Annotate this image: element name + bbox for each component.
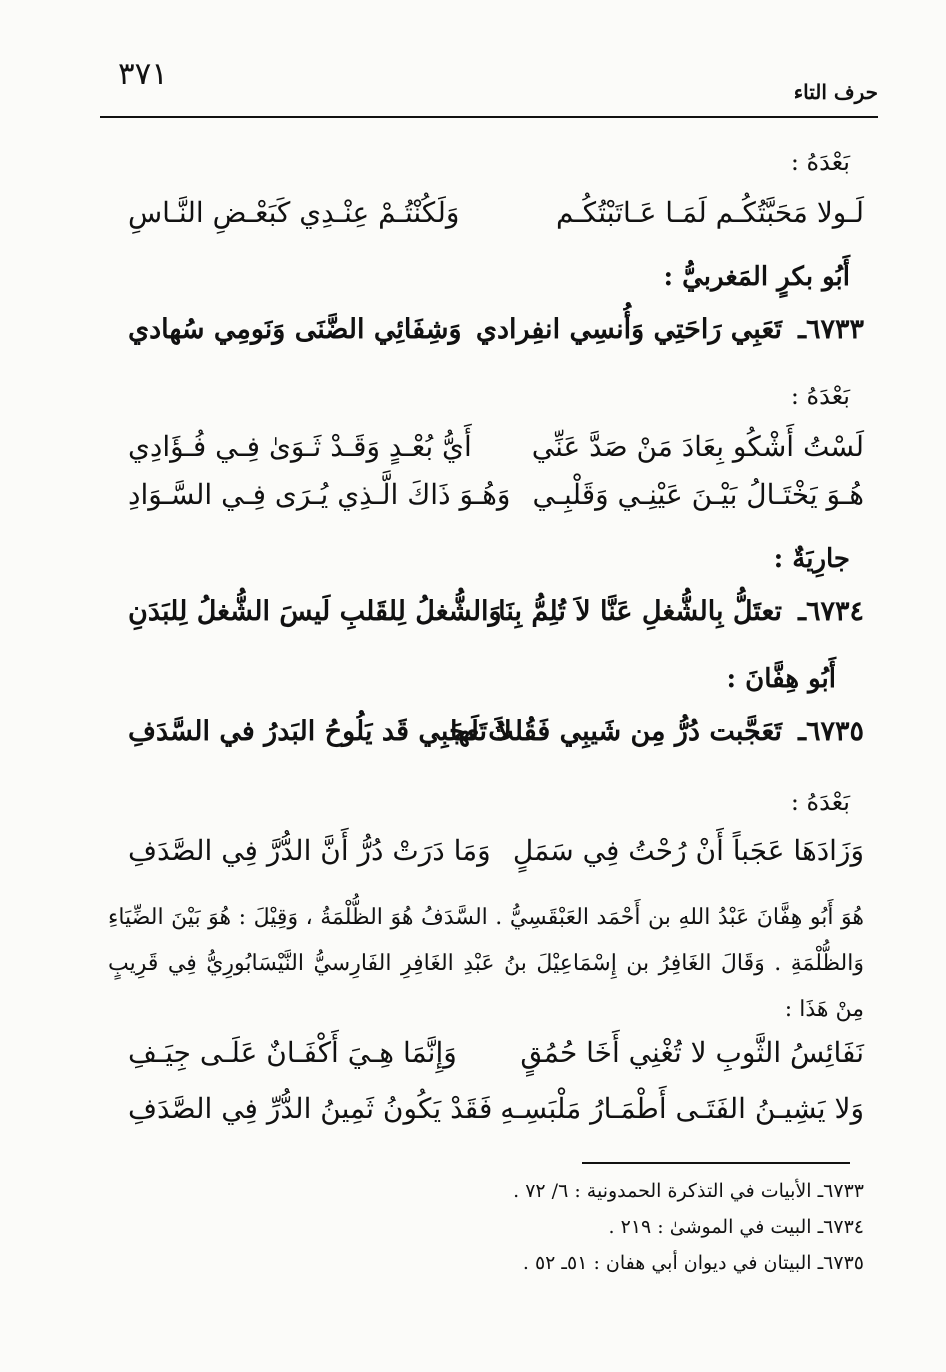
verse-second-hemistich: وَهُـوَ ذَاكَ الَّـذِي يُـرَى فِـي السَّـوَادِ: [128, 478, 511, 511]
footnote: ٦٧٣٣ـ الأبيات في التذكرة الحمدونية : ٦/ ٧٢ .: [513, 1180, 864, 1202]
verse-second-hemistich: وَالشُّغلُ لِلقَلبِ لَيسَ الشُّغلُ لِلبَدَنِ: [128, 596, 502, 627]
verse-line: [110, 596, 864, 642]
verse-line: [110, 196, 864, 242]
poet-label: أَبُو هِفَّانَ :: [726, 664, 836, 694]
footnote: ٦٧٣٥ـ البيتان في ديوان أبي هفان : ٥١ـ ٥٢ .: [522, 1252, 864, 1274]
verse-number: ٦٧٣٥ـ: [798, 716, 864, 747]
verse-second-hemistich: فَقَدْ يَكُونُ ثَمِينُ الدُّرِّ فِي الصَّدَفِ: [128, 1092, 493, 1125]
verse-second-hemistich: أَيُّ بُعْـدٍ وَقَـدْ ثَـوَىٰ فِـي فُـؤَادِي: [128, 430, 472, 463]
verse-second-hemistich: وَشِفَائِي الضَّنَى وَنَومِي سُهادي: [128, 314, 462, 345]
verse-line: [110, 716, 864, 762]
section-label: بَعْدَهُ :: [790, 788, 850, 816]
verse-line: [110, 1092, 864, 1138]
verse-line: [110, 834, 864, 880]
verse-first-hemistich: تعتَلُّ بِالشُّغلِ عَنَّا لاَ تُلِمُّ بِنَا: [498, 596, 782, 627]
commentary-paragraph: هُوَ أَبُو هِفَّانَ عَبْدُ اللهِ بن أَحْمَد العَبْقَسِيُّ . السَّدَفُ هُوَ الظُّلْمَةُ ، وَقِيْلَ : هُوَ بَيْنَ الضِّيَاءِ وَالظُّلْمَةِ . وَقَالَ الغَافِرُ بن إِسْمَاعِيْلَ بنُ عَبْدِ الغَافِرِ الفَارِسيُّ النَّيْسَابُورِيُّ فِي قَرِيبٍ مِنْ هَذَا :: [108, 905, 864, 1022]
poet-label: أَبُو بكرٍ المَغربيُّ :: [663, 262, 850, 292]
verse-line: [110, 1036, 864, 1082]
verse-first-hemistich: هُـوَ يَخْتَـالُ بَيْـنَ عَيْنِـي وَقَلْبِـي: [532, 478, 864, 511]
verse-line: [110, 478, 864, 524]
verse-second-hemistich: لاَ تَعجَبِي قَد يَلُوحُ البَدرُ في السَّدَفِ: [128, 716, 512, 747]
footnote: ٦٧٣٤ـ البيت في الموشىٰ : ٢١٩ .: [608, 1216, 864, 1238]
verse-second-hemistich: وَمَا دَرَتْ دُرُّ أَنَّ الدُّرَّ فِي الصَّدَفِ: [128, 834, 491, 867]
verse-second-hemistich: وَلَكُنْتُـمْ عِنْـدِي كَبَعْـضِ النَّـاسِ: [128, 196, 460, 229]
verse-line: [110, 430, 864, 476]
verse-second-hemistich: وَإِنَّمَا هِـيَ أَكْفَـانٌ عَلَـى جِيَـفِ: [128, 1036, 457, 1069]
footnote-divider: [582, 1162, 850, 1164]
chapter-title: حرف التاء: [793, 80, 878, 104]
page-header: [100, 54, 878, 118]
verse-number: ٦٧٣٤ـ: [798, 596, 864, 627]
page-number: ٣٧١: [118, 56, 168, 92]
verse-first-hemistich: تَعَجَّبت دُرُّ مِن شَيبِي فَقُلتُ لَها: [449, 716, 782, 747]
verse-line: [110, 314, 864, 360]
verse-first-hemistich: تَعَبِي رَاحَتِي وَأُنسِي انفِرادي: [475, 314, 782, 345]
poet-label: جارِيَةٌ :: [773, 544, 850, 574]
section-label: بَعْدَهُ :: [790, 382, 850, 410]
verse-first-hemistich: وَزَادَهَا عَجَباً أَنْ رُحْتُ فِي سَمَلٍ: [512, 834, 864, 867]
verse-first-hemistich: لَسْتُ أَشْكُو بِعَادَ مَنْ صَدَّ عَنِّي: [531, 430, 864, 463]
section-label: بَعْدَهُ :: [790, 148, 850, 176]
verse-number: ٦٧٣٣ـ: [798, 314, 864, 345]
verse-first-hemistich: وَلا يَشِيـنُ الفَتَـى أَطْمَـارُ مَلْبَسِـهِ: [500, 1092, 864, 1125]
verse-first-hemistich: لَـولا مَحَبَّتُكُـم لَمَـا عَـاتَبْتُكُـم: [555, 196, 864, 229]
verse-first-hemistich: نَفَائِسُ الثَّوبِ لا تُغْنِي أَخَا حُمُقٍ: [520, 1036, 864, 1069]
